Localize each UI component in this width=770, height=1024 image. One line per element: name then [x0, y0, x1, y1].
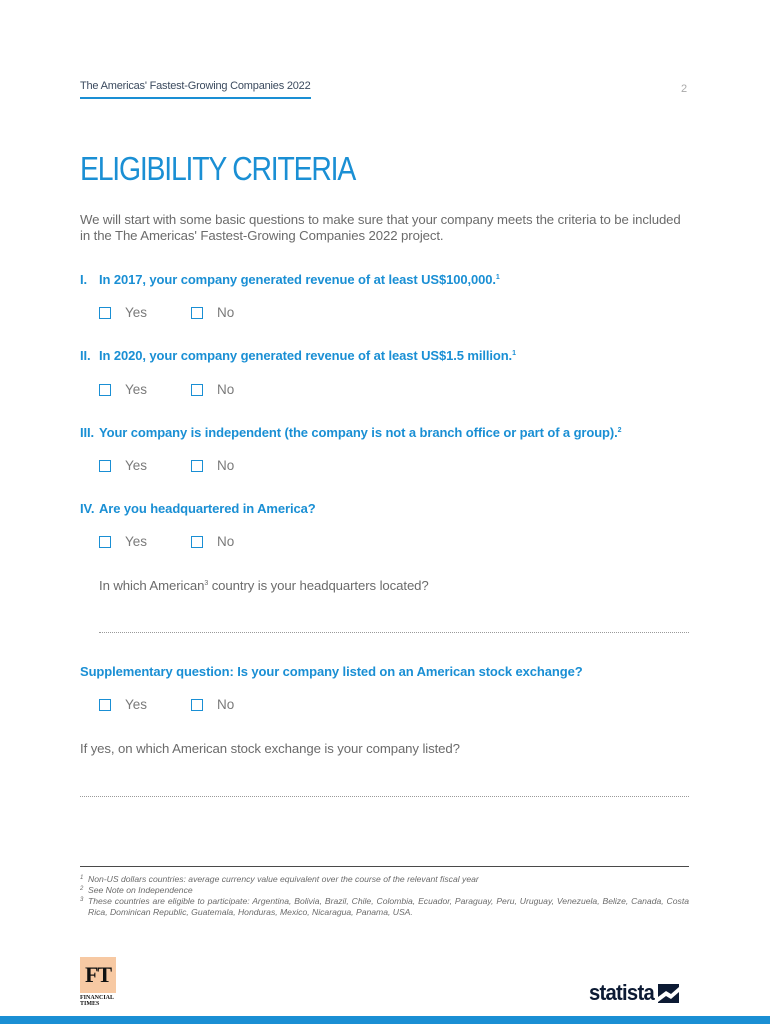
footnote-text: These countries are eligible to participate: Argentina, Bolivia, Brazil, Chile, Colombia, Ecuador, Paraguay, Peru, Uruguay, Venezuela, Belize, Canada, Costa Rica, Dominican Republic, Guatemala, Honduras, Mexico, Nicaragua, Panama, USA.	[88, 896, 689, 917]
no-option[interactable]	[191, 534, 234, 549]
footnote-text: Non-US dollars countries: average currency value equivalent over the course of the relevant fiscal year	[88, 874, 479, 884]
hq-country-question	[99, 578, 429, 593]
yes-option[interactable]	[99, 534, 147, 549]
option-label: Yes	[125, 382, 148, 397]
question-number: I.	[80, 272, 88, 287]
footnote-ref: 2	[617, 427, 622, 434]
question-3	[80, 425, 621, 440]
footnote-ref: 1	[495, 274, 500, 281]
hq-question-text-end: country is your headquarters located?	[208, 578, 429, 593]
checkbox[interactable]	[191, 460, 203, 472]
checkbox[interactable]	[99, 699, 111, 711]
no-option[interactable]	[191, 305, 234, 320]
footnote-ref: 3	[204, 580, 209, 587]
checkbox[interactable]	[191, 536, 203, 548]
footnote	[80, 874, 689, 885]
yes-option[interactable]	[99, 458, 147, 473]
option-label: No	[217, 534, 235, 549]
no-option[interactable]	[191, 458, 234, 473]
yes-option[interactable]	[99, 697, 147, 712]
stock-exchange-question: If yes, on which American stock exchange is your company listed?	[80, 741, 460, 756]
statista-wordmark: statista	[589, 980, 654, 1005]
checkbox[interactable]	[99, 460, 111, 472]
statista-chart-icon	[658, 984, 679, 1003]
financial-times-logo	[80, 957, 116, 1007]
ft-mark: FT	[80, 957, 116, 993]
option-label: Yes	[125, 697, 148, 712]
ft-wordmark-line: TIMES	[80, 1001, 100, 1007]
intro-paragraph: We will start with some basic questions to make sure that your company meets the criteria to be included in the The Americas' Fastest-Growing Companies 2022 project.	[80, 212, 681, 243]
option-label: Yes	[125, 534, 148, 549]
checkbox[interactable]	[191, 384, 203, 396]
ft-wordmark-line: FINANCIAL	[80, 995, 115, 1001]
statista-logo	[589, 980, 679, 1006]
question-4	[80, 501, 316, 516]
yes-option[interactable]	[99, 382, 147, 397]
question-number: III.	[80, 425, 95, 440]
checkbox[interactable]	[99, 307, 111, 319]
option-label: Yes	[125, 458, 148, 473]
hq-question-text: In which American	[99, 578, 205, 593]
question-text: Are you headquartered in America?	[99, 501, 316, 516]
footnote	[80, 896, 689, 918]
question-number: IV.	[80, 501, 95, 516]
option-label: No	[217, 382, 235, 397]
ft-wordmark	[80, 995, 116, 1007]
question-text: Your company is independent (the company is not a branch office or part of a group).	[99, 425, 618, 440]
footnote-number: 2	[80, 886, 84, 892]
supplementary-question: Supplementary question: Is your company listed on an American stock exchange?	[80, 664, 583, 679]
no-option[interactable]	[191, 697, 234, 712]
option-label: Yes	[125, 305, 148, 320]
footnote-ref: 1	[512, 350, 516, 357]
footnote-divider	[80, 866, 689, 867]
hq-country-answer-line[interactable]	[99, 632, 689, 633]
option-label: No	[217, 305, 235, 320]
option-label: No	[217, 458, 235, 473]
question-2	[80, 348, 516, 363]
question-number: II.	[80, 348, 91, 363]
yes-option[interactable]	[99, 305, 147, 320]
page-number: 2	[681, 83, 688, 95]
checkbox[interactable]	[191, 307, 203, 319]
stock-exchange-answer-line[interactable]	[80, 796, 689, 797]
checkbox[interactable]	[191, 699, 203, 711]
page-title: ELIGIBILITY CRITERIA	[80, 150, 356, 187]
footnote-text: See Note on Independence	[88, 885, 193, 895]
no-option[interactable]	[191, 382, 234, 397]
header-title: The Americas' Fastest-Growing Companies 2022	[80, 80, 311, 99]
footnotes	[80, 874, 689, 918]
bottom-accent-bar	[0, 1016, 770, 1024]
option-label: No	[217, 697, 235, 712]
question-text: In 2017, your company generated revenue of at least US$100,000.	[99, 272, 496, 287]
footnote	[80, 885, 689, 896]
question-1	[80, 272, 500, 287]
checkbox[interactable]	[99, 384, 111, 396]
footnote-number: 3	[80, 897, 84, 903]
footnote-number: 1	[80, 875, 84, 881]
checkbox[interactable]	[99, 536, 111, 548]
question-text: In 2020, your company generated revenue of at least US$1.5 million.	[99, 348, 513, 363]
